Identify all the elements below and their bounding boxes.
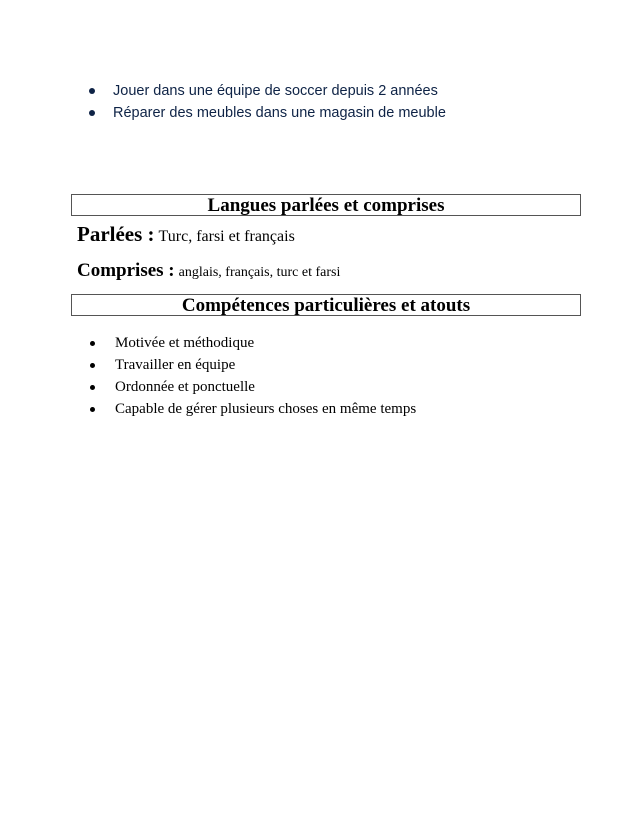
bullet-icon — [90, 341, 95, 346]
activity-text: Jouer dans une équipe de soccer depuis 2 années — [113, 83, 438, 99]
bullet-icon — [90, 385, 95, 390]
list-item — [88, 332, 416, 354]
bullet-icon — [90, 407, 95, 412]
spoken-label: Parlées : — [77, 222, 155, 246]
spoken-languages-line — [77, 221, 295, 247]
understood-languages-line — [77, 259, 340, 283]
languages-section-title: Langues parlées et comprises — [71, 194, 581, 216]
activities-list — [88, 80, 446, 124]
skill-text: Capable de gérer plusieurs choses en même temps — [115, 401, 417, 417]
understood-value: anglais, français, turc et farsi — [178, 265, 341, 280]
list-item — [88, 354, 416, 376]
skills-list — [88, 332, 416, 420]
spoken-value: Turc, farsi et français — [158, 228, 295, 245]
skill-text: Ordonnée et ponctuelle — [115, 379, 255, 395]
bullet-icon — [89, 110, 95, 116]
bullet-icon — [89, 88, 95, 94]
list-item — [88, 398, 416, 420]
skills-section-title: Compétences particulières et atouts — [71, 294, 581, 316]
bullet-icon — [90, 363, 95, 368]
list-item — [88, 80, 446, 102]
list-item — [88, 102, 446, 124]
skill-text: Travailler en équipe — [115, 357, 236, 373]
list-item — [88, 376, 416, 398]
understood-label: Comprises : — [77, 260, 175, 281]
activity-text: Réparer des meubles dans une magasin de meuble — [113, 105, 446, 121]
skill-text: Motivée et méthodique — [115, 335, 255, 351]
